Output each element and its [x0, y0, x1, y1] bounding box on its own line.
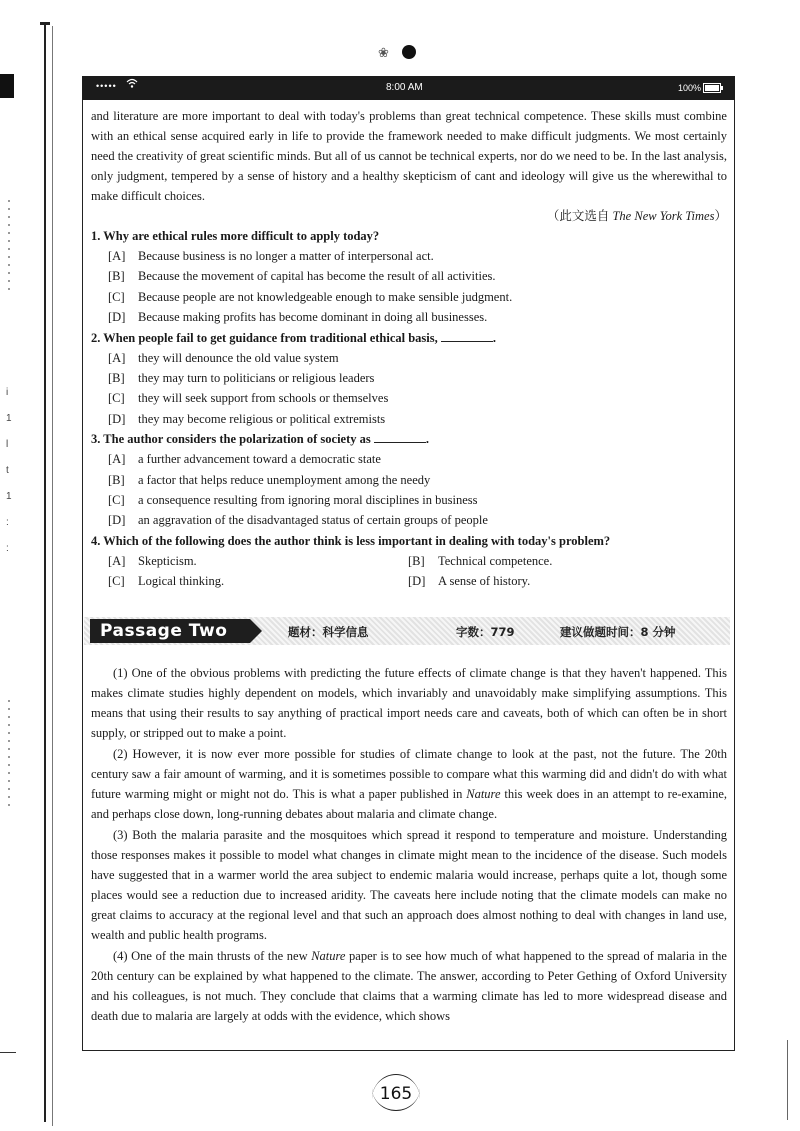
passage-title: Passage Two [90, 619, 250, 643]
source-title: The New York Times [612, 209, 715, 223]
source-prefix: （此文选自 [546, 209, 613, 223]
option-row [108, 551, 727, 571]
margin-dots [8, 700, 10, 810]
paragraph-4 [91, 946, 727, 1026]
question-end: . [425, 432, 429, 447]
option-text: they will denounce the old value system [138, 350, 339, 365]
option-label: [D] [108, 411, 126, 426]
answer-option[interactable] [108, 571, 408, 591]
answer-option[interactable] [108, 307, 727, 327]
answer-option[interactable] [108, 551, 408, 571]
option-text: they may turn to politicians or religious leaders [138, 371, 375, 386]
answer-option[interactable] [108, 388, 727, 408]
answer-option[interactable] [408, 571, 708, 591]
margin-tick: 1 [6, 491, 12, 502]
right-margin-rule [787, 1040, 788, 1120]
question-text: 2. When people fail to get guidance from traditional ethical basis, [91, 330, 438, 345]
paragraph-text: paper is to see how much of what happened to the spread of malaria in the 20th century can be explained by what happened to the climate. The answer, according to Peter Gething of Oxford University and his colleagues, is not much. They conclude that claims that a warming climate has led to more widespread disease and death due to malaria are largely at odds with the evidence, which shows [91, 949, 727, 1023]
passage-one-paragraph: and literature are more important to deal with today's problems than great technical competence. These skills must combine with an ethical sense acquired early in life to provide the framework needed to make difficult judgments. We most certainly need the creativity of great scientific minds. But all of us cannot be technical experts, nor do we need to be. In the last analysis, only judgment, tempered by a sense of history and a healthy skepticism of cant and ideology will give us the wherewithal to make difficult choices. [91, 109, 727, 203]
answer-option[interactable] [108, 449, 727, 469]
option-label: [B] [408, 553, 425, 568]
paragraph-1: (1) One of the obvious problems with predicting the future effects of climate change is that they haven't happened. This makes climate studies highly dependent on models, which invariably and unavoidably make simplifying assumptions. This means that using their results to say anything of practical import needs care and caveats, both of which can often be in short supply, or stripped out to make a point. [91, 666, 727, 740]
paragraph-text: (2) However, it is now ever more possible for studies of climate change to look at the past, not the future. The 20th century saw a fair amount of warming, and it is sometimes possible to compare what this warming did and didn't do with what future warming might or might not do. This is what a paper published in [91, 747, 727, 801]
margin-rule [44, 22, 46, 1122]
option-label: [D] [408, 574, 426, 589]
option-text: they may become religious or political extremists [138, 411, 386, 426]
option-text: a factor that helps reduce unemployment among the needy [138, 472, 431, 487]
margin-tick: l [6, 439, 9, 450]
option-text: A sense of history. [438, 574, 531, 589]
margin-tick: t [6, 465, 9, 476]
question-list [91, 226, 727, 592]
option-label: [C] [108, 391, 125, 406]
flower-icon: ❀ [378, 46, 389, 61]
paragraph-3: (3) Both the malaria parasite and the mosquitoes which spread it respond to temperature and moisture. Understanding those responses makes it possible to model what changes in climate might mean to the incidence of the disease. Such models have suggested that in a warmer world the area subject to endemic malaria would increase, perhaps quite a lot, though some places would see a reduction due to increased aridity. The caveats here include noting that the climate models can make no great claims to accuracy at the regional level and that such an approach does almost nothing to deal with changes in land use, wealth and public health programs. [91, 828, 727, 942]
question-stem: 4. Which of the following does the author think is less important in dealing with today's problem? [91, 533, 611, 548]
margin-rule-thin [52, 26, 53, 1126]
option-row [108, 571, 727, 591]
question-stem [91, 328, 727, 348]
source-citation [91, 206, 727, 226]
paragraph-text: (4) One of the main thrusts of the new [113, 949, 312, 963]
answer-option[interactable] [108, 409, 727, 429]
answer-blank [374, 431, 426, 443]
answer-option[interactable] [108, 470, 727, 490]
margin-tick: i [6, 387, 9, 398]
option-text: a further advancement toward a democratic state [138, 452, 381, 467]
option-text: Technical competence. [438, 553, 553, 568]
margin-ticks [6, 380, 12, 562]
option-label: [A] [108, 350, 126, 365]
option-label: [B] [108, 371, 125, 386]
margin-tick: : [6, 543, 9, 554]
binding-mark [0, 74, 14, 98]
page-number: 165 [379, 1084, 413, 1104]
status-bar [82, 76, 735, 100]
option-label: [A] [108, 452, 126, 467]
passage-topic: 题材：科学信息 [288, 625, 369, 639]
header-dot [402, 45, 416, 59]
answer-blank [441, 330, 493, 342]
option-text: Because the movement of capital has become the result of all activities. [138, 269, 496, 284]
margin-tick: 1 [6, 413, 12, 424]
option-text: Logical thinking. [138, 574, 225, 589]
answer-option[interactable] [108, 510, 727, 530]
battery-icon [703, 83, 721, 93]
signal-icon: ••••• [96, 81, 117, 91]
answer-option[interactable] [108, 246, 727, 266]
status-time: 8:00 AM [386, 82, 423, 93]
option-label: [B] [108, 269, 125, 284]
margin-dots [8, 200, 10, 290]
option-label: [D] [108, 310, 126, 325]
option-label: [C] [108, 289, 125, 304]
passage-word-count: 字数：779 [456, 625, 515, 639]
question-stem: 1. Why are ethical rules more difficult to apply today? [91, 229, 380, 243]
answer-option[interactable] [108, 348, 727, 368]
margin-tick: : [6, 517, 9, 528]
passage-banner [84, 617, 730, 645]
passage-two-section [91, 663, 727, 1027]
option-text: they will seek support from schools or themselves [138, 391, 389, 406]
bottom-left-rule [0, 1052, 16, 1053]
journal-name: Nature [311, 949, 346, 963]
option-label: [A] [108, 553, 126, 568]
answer-option[interactable] [108, 266, 727, 286]
passage-suggested-time: 建议做题时间：8 分钟 [560, 625, 676, 639]
paragraph-text: this week does in an attempt to re-examine, and perhaps close down, long-running debates about malaria and climate change. [91, 787, 727, 821]
option-label: [C] [108, 493, 125, 508]
question-text: 3. The author considers the polarization of society as [91, 432, 371, 447]
journal-name: Nature [466, 787, 501, 801]
question-stem [91, 429, 727, 449]
option-text: Because making profits has become dominant in doing all businesses. [138, 310, 488, 325]
answer-option[interactable] [108, 490, 727, 510]
answer-option[interactable] [108, 287, 727, 307]
option-label: [B] [108, 472, 125, 487]
question-end: . [492, 330, 497, 345]
option-text: an aggravation of the disadvantaged status of certain groups of people [138, 513, 488, 528]
option-text: Skepticism. [138, 553, 197, 568]
source-suffix: ） [714, 209, 727, 223]
passage-one-section [91, 106, 727, 592]
option-label: [C] [108, 574, 125, 589]
option-label: [D] [108, 513, 126, 528]
option-label: [A] [108, 249, 126, 263]
option-text: Because business is no longer a matter of interpersonal act. [138, 249, 434, 263]
answer-option[interactable] [108, 368, 727, 388]
wifi-icon [126, 78, 138, 92]
option-text: a consequence resulting from ignoring moral disciplines in business [138, 493, 478, 508]
answer-option[interactable] [408, 551, 708, 571]
option-text: Because people are not knowledgeable enough to make sensible judgment. [138, 289, 513, 304]
paragraph-2 [91, 744, 727, 824]
battery-percent: 100% [678, 83, 702, 93]
